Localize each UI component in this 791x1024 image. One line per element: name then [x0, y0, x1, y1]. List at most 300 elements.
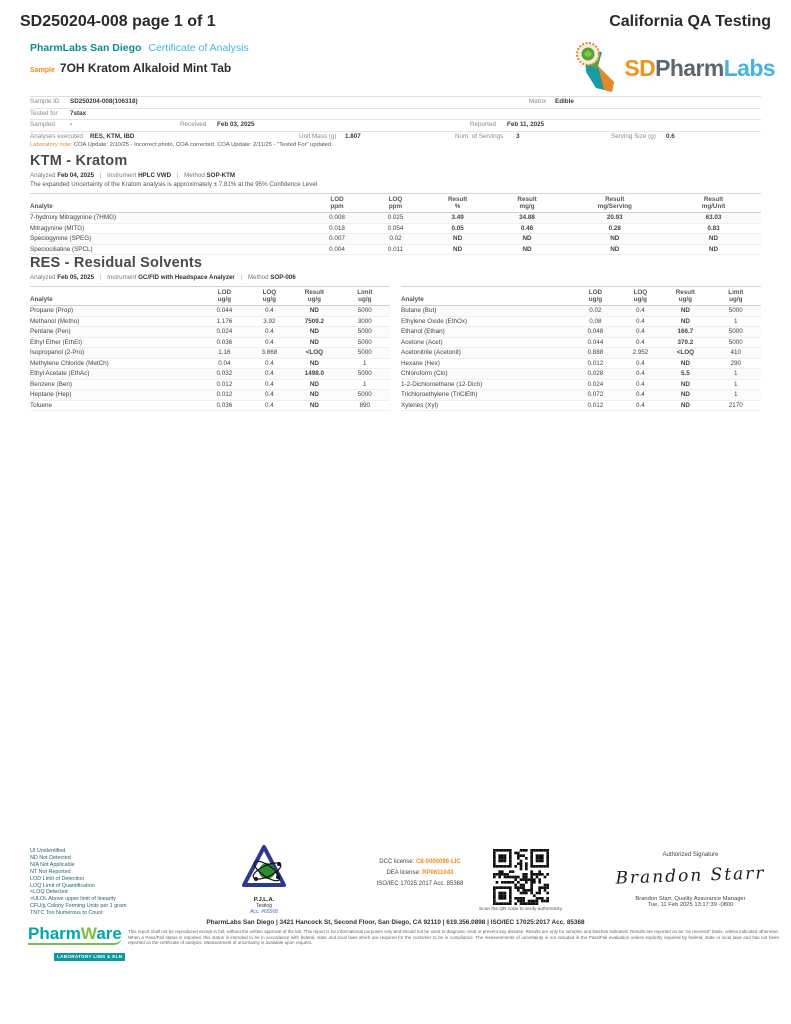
loq-cell: 0.4 — [265, 328, 274, 335]
col-line1: Result — [605, 196, 625, 203]
disclaimer-text: This report shall not be reproduced except in full, without the written approval of the lab. This report is for informational purposes only and should not be used to diagnose, treat or prevent any disease. Results are only for samples and batches indicated. Results are reported on an "as received" basis, unless indicated otherwise. When a Pass/Fail status is reported, this status is intended to be in accordance with federal, state and local laws which are required for the customer to be in compliance. The measurements of uncertainty is not included in the Pass/Fail evaluation unless explicitly required by federal, state or local laws and has not been reported on the certificate of analysis. Measurement of uncertainty is available upon request. — [128, 929, 779, 946]
analyte-cell: Speciogynine (SPEG) — [30, 235, 92, 242]
analyzed-label: Analyzed — [30, 172, 56, 179]
received-value: Feb 03, 2025 — [217, 121, 255, 128]
legend-item: LOD Limit of Detection — [30, 875, 85, 882]
analyte-cell: Ethyl Acetate (EthAc) — [30, 370, 90, 377]
analyses-row — [30, 132, 761, 143]
result-cell: 5.5 — [681, 370, 690, 377]
tested-for-row — [30, 109, 761, 121]
abbreviation-legend — [30, 848, 126, 917]
loq-cell: 0.025 — [387, 214, 404, 221]
lod-cell: 1.176 — [216, 317, 233, 325]
col-line1: LOQ — [633, 289, 648, 296]
res-row — [30, 316, 390, 327]
analyses-value: RES, KTM, IBD — [90, 132, 135, 140]
limit-cell: 5000 — [357, 391, 372, 398]
matrix-value: Edible — [555, 98, 574, 105]
col-line1: Result — [517, 196, 537, 203]
res-meta — [30, 274, 761, 281]
sample-name: 7OH Kratom Alkaloid Mint Tab — [59, 61, 232, 75]
result-unit-cell: ND — [708, 235, 719, 242]
pjla-sub: Testing — [256, 903, 272, 909]
res-row — [401, 379, 761, 390]
res-row — [30, 379, 390, 390]
lod-cell: 0.04 — [218, 359, 231, 367]
limit-cell: 5000 — [728, 328, 743, 335]
res-header-row — [401, 287, 761, 306]
instrument-value: HPLC VWD — [138, 172, 172, 179]
col-line1: Result — [703, 196, 724, 203]
ktm-row — [30, 223, 761, 234]
loq-cell: 0.4 — [636, 391, 645, 398]
loq-cell: 0.4 — [265, 380, 274, 388]
res-row — [30, 327, 390, 338]
analyte-cell: Butane (But) — [401, 307, 437, 314]
loq-cell: 0.4 — [636, 370, 645, 377]
result-cell: ND — [309, 359, 319, 367]
result-cell: 7509.2 — [304, 317, 325, 325]
analyte-cell: Chloroform (Clo) — [401, 370, 448, 377]
limit-cell: 5000 — [357, 328, 372, 335]
pjla-accreditation-number[interactable]: Acc. #65568 — [250, 909, 278, 915]
unit-mass-label: Unit Mass (g) — [299, 132, 337, 140]
legend-item: N/A Not Applicable — [30, 861, 75, 868]
instrument-label: Instrument — [107, 172, 137, 179]
lod-cell: 0.048 — [587, 328, 604, 335]
matrix-label: Matrix — [529, 98, 547, 105]
lab-name: PharmLabs San Diego — [30, 42, 142, 54]
result-serving-cell: ND — [610, 245, 620, 253]
result-cell: ND — [680, 391, 690, 398]
separator — [100, 274, 102, 281]
col-line1: Limit — [357, 289, 373, 296]
col-line2: mg/Serving — [597, 203, 632, 210]
analyte-cell: Ethylene Oxide (EthOx) — [401, 317, 468, 325]
brand-sd: SD — [624, 54, 656, 81]
res-row — [30, 390, 390, 401]
tested-for-label: Tested for — [30, 109, 58, 117]
analyte-cell: Benzene (Ben) — [30, 380, 73, 388]
signature-handwriting: Brandon Starr — [615, 863, 766, 889]
result-cell: 166.7 — [677, 328, 694, 335]
analyte-cell: Isopropanol (2-Pro) — [30, 349, 85, 356]
result-cell: ND — [309, 307, 319, 314]
signature-datetime: Tue, 11 Feb 2025 13:17:39 -0800 — [647, 902, 734, 908]
col-line1: Result — [675, 289, 695, 296]
res-row — [401, 316, 761, 327]
res-row — [401, 390, 761, 401]
loq-cell: 0.4 — [636, 401, 645, 409]
analyzed-value: Feb 04, 2025 — [57, 172, 95, 179]
legend-item: <LOQ Detected — [30, 889, 68, 896]
res-table-right — [401, 286, 761, 411]
col-line2: ppm — [388, 203, 403, 210]
loq-cell: 0.4 — [265, 359, 274, 367]
page-title: SD250204-008 page 1 of 1 — [20, 13, 216, 30]
sample-label: Sample — [30, 67, 55, 74]
method-label: Method — [184, 172, 205, 179]
sample-id-label: Sample ID — [30, 98, 60, 105]
loq-cell: 0.4 — [636, 328, 645, 335]
pharmware-logo — [28, 925, 138, 963]
received-label: Received — [180, 121, 207, 128]
reported-label: Reported — [470, 121, 496, 128]
pw-pharm: Pharm — [28, 924, 81, 943]
servings-label: Num. of Servings — [455, 132, 504, 140]
col-line1: LOD — [217, 289, 232, 296]
res-column-header — [570, 287, 620, 306]
ktm-uncertainty: The expanded Uncertainty of the Kratom analysis is approximately ± 7.81% at the 95% Confidence Level — [30, 181, 318, 188]
res-column-header — [621, 287, 661, 306]
res-row — [401, 358, 761, 369]
limit-cell: 1 — [734, 370, 738, 377]
tested-for-value: 7stax — [70, 109, 87, 117]
laboratory-note — [30, 142, 333, 148]
result-cell: ND — [309, 338, 319, 346]
legend-item: LOQ Limit of Quantification — [30, 882, 95, 889]
dcc-license-value[interactable]: C8-0000098-LIC — [415, 859, 461, 865]
ktm-title: KTM - Kratom — [30, 153, 128, 169]
lod-cell: 0.012 — [216, 391, 233, 398]
california-state-icon — [574, 42, 624, 94]
result-mgg-cell: ND — [522, 235, 532, 242]
servings-value: 3 — [516, 132, 520, 140]
lod-cell: 0.044 — [587, 338, 604, 346]
res-row — [401, 327, 761, 338]
analyte-cell: Acetonitrile (Acetonit) — [401, 349, 461, 356]
col-line1: Result — [304, 289, 324, 296]
sampled-label: Sampled — [30, 121, 55, 128]
dcc-license-label: DCC license: — [379, 859, 415, 865]
limit-cell: 5000 — [357, 349, 372, 356]
res-row — [30, 369, 390, 380]
result-mgg-cell: 34.88 — [519, 214, 535, 221]
col-line2: ug/g — [358, 296, 372, 303]
analyzed-value: Feb 05, 2025 — [57, 274, 95, 281]
result-serving-cell: 0.28 — [608, 224, 621, 232]
separator — [100, 172, 102, 179]
result-cell: ND — [680, 401, 690, 409]
lod-cell: 0.012 — [587, 401, 604, 409]
lod-cell: 0.044 — [216, 307, 233, 314]
col-line1: LOD — [588, 289, 603, 296]
signature-block — [600, 852, 781, 908]
pjla-name: P.J.L.A. — [253, 897, 275, 903]
result-pct-cell: 3.49 — [451, 214, 464, 221]
lod-cell: 0.032 — [216, 370, 233, 377]
res-title: RES - Residual Solvents — [30, 255, 203, 271]
analyses-label: Analyses executed — [30, 132, 83, 140]
ktm-meta — [30, 172, 761, 179]
res-column-header — [711, 287, 761, 306]
analyte-cell: 1-2-Dichloroethane (12-Dich) — [401, 380, 483, 388]
doc-type: Certificate of Analysis — [148, 42, 249, 54]
result-unit-cell: 0.83 — [707, 224, 720, 232]
analyte-cell: Acetone (Acet) — [401, 338, 443, 346]
res-section — [30, 255, 761, 411]
col-line2: ppm — [330, 203, 344, 210]
col-line1: LOQ — [388, 196, 403, 203]
lod-cell: 0.036 — [216, 401, 233, 409]
loq-cell: 0.4 — [636, 380, 645, 388]
analyte-cell: Propane (Prop) — [30, 307, 74, 314]
iso-accreditation-line: ISO/IEC 17025:2017 Acc. 85368 — [376, 881, 464, 887]
lod-cell: 0.004 — [329, 245, 345, 253]
dea-license-value[interactable]: RP0611043 — [422, 870, 454, 876]
col-line2: ug/g — [633, 296, 648, 303]
pjla-logo-icon — [238, 845, 290, 891]
lod-cell: 0.024 — [587, 380, 604, 388]
lod-cell: 0.012 — [216, 380, 233, 388]
pw-are: are — [96, 924, 122, 943]
lod-cell: 0.008 — [329, 214, 345, 221]
col-line1: Result — [447, 196, 468, 203]
loq-cell: 0.4 — [265, 401, 274, 409]
ktm-column-header — [666, 194, 761, 213]
ktm-section — [30, 153, 761, 255]
ktm-column-header — [564, 194, 666, 213]
ktm-column-header — [366, 194, 424, 213]
authorized-signature-heading: Authorized Signature — [662, 852, 719, 858]
limit-cell: 5000 — [728, 338, 743, 346]
instrument-value: GC/FID with Headspace Analyzer — [138, 274, 235, 281]
legend-item: TNTC Too Numerous to Count — [30, 910, 103, 917]
res-row — [401, 348, 761, 359]
result-pct-cell: ND — [453, 235, 463, 242]
analyte-cell: Methylene Chloride (MetCh) — [30, 359, 109, 367]
limit-cell: 1 — [363, 359, 367, 367]
sample-id-row — [30, 97, 761, 109]
col-line2: ug/g — [678, 296, 693, 303]
res-header-row — [30, 287, 390, 306]
res-column-header — [250, 287, 290, 306]
res-row — [30, 400, 390, 411]
pharmware-wordmark — [28, 925, 122, 945]
qr-caption: Scan the QR code to verify authenticity. — [479, 907, 563, 912]
dea-license-label: DEA license: — [386, 870, 421, 876]
result-cell: 370.2 — [677, 338, 694, 346]
result-cell: ND — [680, 307, 690, 314]
res-row — [401, 306, 761, 317]
analyzed-label: Analyzed — [30, 274, 56, 281]
analyte-cell: Heptane (Hep) — [30, 391, 72, 398]
result-cell: ND — [680, 317, 690, 325]
col-line1: LOQ — [262, 289, 277, 296]
method-value: SOP-KTM — [206, 172, 236, 179]
unit-mass-value: 1.807 — [345, 132, 361, 140]
analyte-cell: Trichloroethylene (TriClEth) — [401, 391, 478, 398]
lod-cell: 1.16 — [218, 349, 231, 356]
legend-item: >ULOL Above upper limit of linearity — [30, 896, 116, 903]
separator — [177, 172, 179, 179]
limit-cell: 2170 — [728, 401, 743, 409]
col-analyte: Analyte — [401, 296, 424, 303]
limit-cell: 5000 — [357, 370, 372, 377]
ktm-column-header — [491, 194, 564, 213]
laboratory-note-label: Laboratory note: — [30, 142, 73, 148]
lab-address-line: PharmLabs San Diego | 3421 Hancock St, Second Floor, San Diego, CA 92110 | 619.356.0898 | ISO/IEC 17025:2017 Acc. 85368 — [206, 919, 585, 926]
ktm-row — [30, 234, 761, 245]
qr-block — [456, 849, 586, 912]
pharmware-tagline: LABORATORY LIMS & ELN — [54, 953, 125, 961]
col-line2: % — [454, 203, 461, 210]
separator — [241, 274, 243, 281]
analyte-cell: Ethyl Ether (EthEt) — [30, 338, 83, 346]
res-row — [401, 369, 761, 380]
res-row — [401, 400, 761, 411]
brand-wordmark — [624, 54, 775, 81]
result-cell: ND — [309, 380, 319, 388]
limit-cell: 3000 — [357, 317, 372, 325]
analyte-cell: Methanol (Metho) — [30, 317, 80, 325]
col-line2: ug/g — [729, 296, 743, 303]
limit-cell: 5000 — [357, 338, 372, 346]
sample-id-value: SD250204-008(106318) — [70, 98, 138, 105]
laboratory-note-text: COA Update: 2/10/25 - Incorrect photo, COA corrected. COA Update: 2/11/25 - "Tested For" updated. — [73, 142, 333, 148]
result-cell: <LOQ — [305, 349, 324, 356]
res-column-header — [289, 287, 339, 306]
lod-cell: 0.007 — [329, 235, 345, 242]
result-unit-cell: 63.03 — [705, 214, 722, 221]
result-cell: 1498.0 — [304, 370, 325, 377]
loq-cell: 0.054 — [387, 224, 404, 232]
result-cell: ND — [309, 328, 319, 335]
result-cell: ND — [680, 359, 690, 367]
limit-cell: 5000 — [728, 307, 743, 314]
result-cell: ND — [680, 380, 690, 388]
brand-pharm: Pharm — [655, 54, 724, 81]
result-cell: ND — [309, 401, 319, 409]
legend-item: UI Unidentified — [30, 848, 66, 854]
res-row — [30, 358, 390, 369]
result-pct-cell: ND — [453, 245, 463, 253]
result-mgg-cell: 0.46 — [520, 224, 534, 232]
qr-code — [493, 849, 549, 905]
lod-cell: 0.08 — [589, 317, 602, 325]
serving-size-value: 0.6 — [666, 132, 675, 140]
res-left — [30, 281, 390, 411]
limit-cell: 1 — [734, 317, 738, 325]
lod-cell: 0.024 — [216, 328, 233, 335]
lod-cell: 0.036 — [216, 338, 233, 346]
ktm-column-header — [308, 194, 366, 213]
col-analyte: Analyte — [30, 296, 53, 303]
ktm-header-row — [30, 194, 761, 213]
limit-cell: 1 — [734, 380, 738, 388]
col-analyte: Analyte — [30, 203, 53, 210]
loq-cell: 3.868 — [261, 349, 278, 356]
lod-cell: 0.888 — [587, 349, 604, 356]
res-row — [30, 337, 390, 348]
serving-size-label: Serving Size (g) — [611, 132, 656, 140]
loq-cell: 0.4 — [265, 338, 274, 346]
analyte-cell: Hexane (Hex) — [401, 359, 440, 367]
col-line1: Limit — [728, 289, 744, 296]
res-table-left — [30, 286, 390, 411]
loq-cell: 0.4 — [636, 307, 645, 314]
limit-cell: 890 — [359, 401, 371, 409]
analyte-cell: Ethanol (Ethan) — [401, 328, 445, 335]
analyte-cell: Xylenes (Xyl) — [401, 401, 439, 409]
sampled-value: - — [70, 121, 73, 128]
loq-cell: 3.92 — [263, 317, 276, 325]
loq-cell: 0.4 — [265, 307, 274, 314]
lod-cell: 0.012 — [587, 359, 604, 367]
analyte-cell: Speciociliatine (SPCL) — [30, 245, 93, 253]
col-line2: ug/g — [262, 296, 277, 303]
pjla-accreditation — [228, 845, 300, 915]
result-cell: ND — [309, 391, 319, 398]
ktm-table — [30, 193, 761, 255]
col-line2: mg/Unit — [701, 203, 726, 210]
pw-w: W — [80, 924, 97, 943]
res-tables — [30, 281, 761, 411]
col-line2: ug/g — [588, 296, 603, 303]
ktm-row — [30, 213, 761, 224]
loq-cell: 0.4 — [636, 317, 645, 325]
analyte-cell: Mitragynine (MITG) — [30, 224, 85, 232]
result-pct-cell: 0.05 — [451, 224, 464, 232]
res-column-header — [199, 287, 249, 306]
header — [0, 0, 791, 31]
method-label: Method — [247, 274, 269, 281]
limit-cell: 5000 — [357, 307, 372, 314]
method-value: SOP-006 — [270, 274, 296, 281]
lod-cell: 0.02 — [589, 307, 602, 314]
loq-cell: 0.011 — [387, 245, 404, 253]
result-serving-cell: ND — [610, 235, 620, 242]
reported-value: Feb 11, 2025 — [507, 121, 545, 128]
limit-cell: 1 — [734, 391, 738, 398]
res-column-header — [660, 287, 710, 306]
instrument-label: Instrument — [107, 274, 137, 281]
lod-cell: 0.072 — [587, 391, 604, 398]
col-line2: mg/g — [519, 203, 535, 210]
col-line2: ug/g — [307, 296, 322, 303]
footer — [0, 845, 791, 1024]
lod-cell: 0.028 — [587, 370, 604, 377]
dates-row — [30, 120, 761, 132]
signer-name-title: Brandon Starr, Quality Assurance Manager — [635, 896, 746, 902]
analyte-cell: 7-hydroxy Mitragynine (7HMG) — [30, 214, 117, 221]
result-mgg-cell: ND — [522, 245, 532, 253]
loq-cell: 0.4 — [636, 359, 645, 367]
legend-item: ND Not Detected — [30, 854, 71, 861]
loq-cell: 0.02 — [389, 235, 402, 242]
loq-cell: 2.952 — [632, 349, 649, 356]
brand-labs: Labs — [723, 54, 775, 81]
result-serving-cell: 20.93 — [606, 214, 623, 221]
lod-cell: 0.018 — [329, 224, 345, 232]
res-row — [30, 306, 390, 317]
analyte-cell: Toluene — [30, 401, 53, 409]
legend-item: CFU/g Colony Forming Units per 1 gram — [30, 903, 127, 910]
legend-item: NT Not Reported — [30, 868, 71, 875]
res-row — [30, 348, 390, 359]
loq-cell: 0.4 — [636, 338, 645, 346]
col-line2: ug/g — [217, 296, 232, 303]
loq-cell: 0.4 — [265, 370, 274, 377]
result-unit-cell: ND — [708, 245, 719, 253]
res-row — [401, 337, 761, 348]
analyte-cell: Pentane (Pen) — [30, 328, 71, 335]
limit-cell: 1 — [363, 380, 367, 388]
region-title: California QA Testing — [609, 13, 771, 30]
sdpharmlabs-logo — [574, 42, 775, 94]
res-column-header — [340, 287, 390, 306]
loq-cell: 0.4 — [265, 391, 274, 398]
